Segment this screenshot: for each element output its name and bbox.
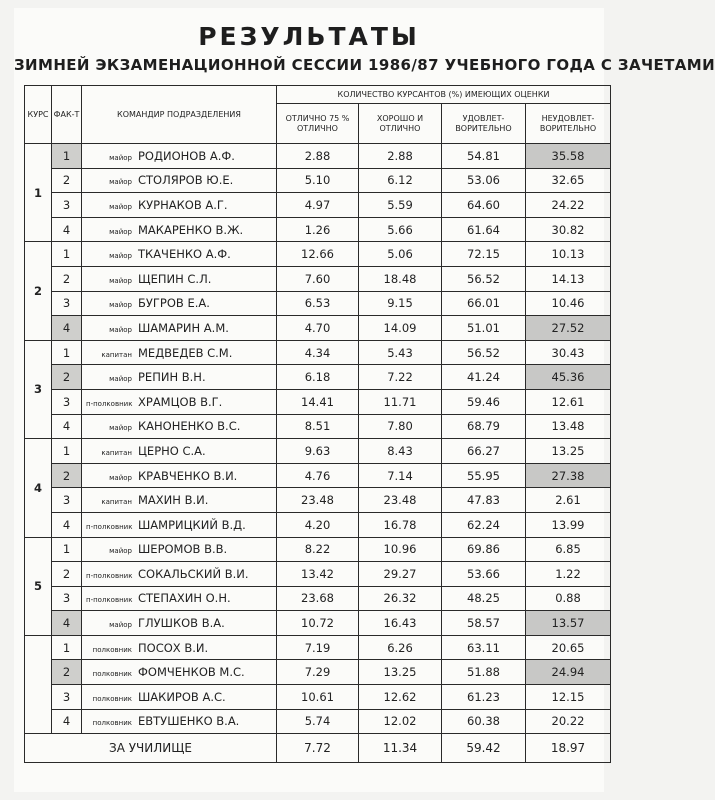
commander-cell: [82, 144, 277, 169]
results-sheet: [14, 8, 715, 792]
commander-cell: [82, 340, 277, 365]
commander-cell: [82, 193, 277, 218]
table-row: [25, 217, 611, 242]
value-unsatisfactory: 12.61: [526, 389, 611, 414]
value-excellent: 4.70: [277, 316, 359, 341]
value-good: 7.80: [359, 414, 442, 439]
total-unsatisfactory: 18.97: [526, 734, 611, 763]
table-row: [25, 439, 611, 464]
commander-name: КУРНАКОВ А.Г.: [138, 197, 228, 212]
value-unsatisfactory: 13.99: [526, 512, 611, 537]
commander-rank: майор: [109, 227, 132, 236]
faculty-number: 3: [52, 389, 82, 414]
commander-cell: [82, 562, 277, 587]
table-row: [25, 660, 611, 685]
commander-name: ШАМРИЦКИЙ В.Д.: [138, 517, 246, 532]
faculty-number: 1: [52, 242, 82, 267]
faculty-number: 3: [52, 291, 82, 316]
value-excellent: 5.74: [277, 709, 359, 734]
commander-cell: [82, 316, 277, 341]
table-row: [25, 488, 611, 513]
faculty-number: 3: [52, 193, 82, 218]
value-satisfactory: 58.57: [442, 611, 526, 636]
value-excellent: 4.20: [277, 512, 359, 537]
value-good: 16.78: [359, 512, 442, 537]
faculty-number: 3: [52, 586, 82, 611]
value-satisfactory: 60.38: [442, 709, 526, 734]
value-satisfactory: 53.06: [442, 168, 526, 193]
value-good: 9.15: [359, 291, 442, 316]
value-unsatisfactory: 12.15: [526, 685, 611, 710]
commander-cell: [82, 685, 277, 710]
commander-rank: п-полковник: [86, 596, 133, 605]
value-good: 23.48: [359, 488, 442, 513]
commander-rank: полковник: [92, 645, 132, 654]
value-satisfactory: 53.66: [442, 562, 526, 587]
commander-rank: капитан: [101, 498, 132, 507]
value-satisfactory: 61.23: [442, 685, 526, 710]
commander-name: КРАВЧЕНКО В.И.: [138, 468, 238, 483]
commander-rank: полковник: [92, 670, 132, 679]
commander-name: РЕПИН В.Н.: [138, 370, 206, 385]
course-number: 3: [25, 340, 52, 438]
total-satisfactory: 59.42: [442, 734, 526, 763]
value-excellent: 4.97: [277, 193, 359, 218]
faculty-number: 4: [52, 316, 82, 341]
commander-rank: майор: [109, 153, 132, 162]
faculty-number: 1: [52, 144, 82, 169]
table-row: [25, 512, 611, 537]
value-excellent: 9.63: [277, 439, 359, 464]
table-row: [25, 266, 611, 291]
commander-cell: [82, 709, 277, 734]
table-row: [25, 562, 611, 587]
commander-name: ЕВТУШЕНКО В.А.: [138, 714, 240, 729]
total-good: 11.34: [359, 734, 442, 763]
table-row: [25, 316, 611, 341]
table-row: [25, 537, 611, 562]
value-good: 5.66: [359, 217, 442, 242]
value-unsatisfactory: 45.36: [526, 365, 611, 390]
commander-cell: [82, 365, 277, 390]
table-row: [25, 389, 611, 414]
value-satisfactory: 56.52: [442, 340, 526, 365]
faculty-number: 2: [52, 168, 82, 193]
value-good: 6.12: [359, 168, 442, 193]
commander-cell: [82, 660, 277, 685]
commander-rank: капитан: [101, 350, 132, 359]
value-excellent: 6.53: [277, 291, 359, 316]
value-good: 18.48: [359, 266, 442, 291]
value-satisfactory: 59.46: [442, 389, 526, 414]
value-unsatisfactory: 30.43: [526, 340, 611, 365]
value-good: 11.71: [359, 389, 442, 414]
value-excellent: 5.10: [277, 168, 359, 193]
commander-cell: [82, 611, 277, 636]
commander-rank: майор: [109, 621, 132, 630]
value-satisfactory: 72.15: [442, 242, 526, 267]
commander-name: СТЕПАХИН О.Н.: [138, 591, 231, 606]
value-excellent: 13.42: [277, 562, 359, 587]
value-satisfactory: 68.79: [442, 414, 526, 439]
commander-rank: п-полковник: [86, 571, 133, 580]
value-excellent: 10.72: [277, 611, 359, 636]
commander-name: ХРАМЦОВ В.Г.: [138, 394, 223, 409]
header-group: КОЛИЧЕСТВО КУРСАНТОВ (%) ИМЕЮЩИХ ОЦЕНКИ: [277, 86, 611, 104]
header-faculty: ФАК-Т: [52, 86, 82, 144]
value-good: 16.43: [359, 611, 442, 636]
course-number: 1: [25, 144, 52, 242]
value-unsatisfactory: 24.22: [526, 193, 611, 218]
value-excellent: 14.41: [277, 389, 359, 414]
value-excellent: 8.51: [277, 414, 359, 439]
value-excellent: 4.76: [277, 463, 359, 488]
value-unsatisfactory: 1.22: [526, 562, 611, 587]
commander-name: МЕДВЕДЕВ С.М.: [138, 345, 233, 360]
value-unsatisfactory: 20.22: [526, 709, 611, 734]
header-commander: КОМАНДИР ПОДРАЗДЕЛЕНИЯ: [82, 86, 277, 144]
value-satisfactory: 51.01: [442, 316, 526, 341]
value-excellent: 7.29: [277, 660, 359, 685]
value-good: 14.09: [359, 316, 442, 341]
commander-rank: майор: [109, 202, 132, 211]
value-unsatisfactory: 30.82: [526, 217, 611, 242]
value-good: 8.43: [359, 439, 442, 464]
value-good: 7.22: [359, 365, 442, 390]
value-unsatisfactory: 10.46: [526, 291, 611, 316]
commander-rank: майор: [109, 473, 132, 482]
commander-name: РОДИОНОВ А.Ф.: [138, 148, 235, 163]
value-unsatisfactory: 24.94: [526, 660, 611, 685]
value-satisfactory: 63.11: [442, 635, 526, 660]
faculty-number: 2: [52, 266, 82, 291]
value-good: 7.14: [359, 463, 442, 488]
commander-rank: п-полковник: [86, 399, 133, 408]
faculty-number: 3: [52, 488, 82, 513]
faculty-number: 4: [52, 414, 82, 439]
faculty-number: 4: [52, 611, 82, 636]
commander-cell: [82, 389, 277, 414]
commander-rank: майор: [109, 547, 132, 556]
value-unsatisfactory: 13.25: [526, 439, 611, 464]
value-satisfactory: 61.64: [442, 217, 526, 242]
header-satisfactory: УДОВЛЕТ- ВОРИТЕЛЬНО: [442, 104, 526, 144]
table-row: [25, 144, 611, 169]
commander-name: ГЛУШКОВ В.А.: [138, 616, 225, 631]
commander-rank: майор: [109, 424, 132, 433]
value-unsatisfactory: 13.48: [526, 414, 611, 439]
commander-rank: полковник: [92, 719, 132, 728]
value-good: 5.43: [359, 340, 442, 365]
value-satisfactory: 48.25: [442, 586, 526, 611]
commander-cell: [82, 414, 277, 439]
commander-name: ШАМАРИН А.М.: [138, 320, 229, 335]
table-row: [25, 193, 611, 218]
commander-name: ПОСОХ В.И.: [138, 640, 209, 655]
faculty-number: 1: [52, 537, 82, 562]
faculty-number: 1: [52, 635, 82, 660]
value-satisfactory: 66.27: [442, 439, 526, 464]
value-satisfactory: 47.83: [442, 488, 526, 513]
faculty-number: 2: [52, 463, 82, 488]
value-excellent: 4.34: [277, 340, 359, 365]
table-row: [25, 685, 611, 710]
commander-cell: [82, 266, 277, 291]
value-satisfactory: 41.24: [442, 365, 526, 390]
commander-cell: [82, 488, 277, 513]
commander-name: ШАКИРОВ А.С.: [138, 689, 226, 704]
value-satisfactory: 54.81: [442, 144, 526, 169]
commander-rank: майор: [109, 301, 132, 310]
table-row: [25, 414, 611, 439]
value-good: 5.06: [359, 242, 442, 267]
faculty-number: 2: [52, 562, 82, 587]
page-subtitle: ЗИМНЕЙ ЭКЗАМЕНАЦИОННОЙ СЕССИИ 1986/87 УЧЕБНОГО ГОДА С ЗАЧЕТАМИ: [14, 56, 715, 74]
value-unsatisfactory: 14.13: [526, 266, 611, 291]
faculty-number: 3: [52, 685, 82, 710]
table-row: [25, 463, 611, 488]
commander-rank: майор: [109, 276, 132, 285]
value-excellent: 2.88: [277, 144, 359, 169]
commander-cell: [82, 242, 277, 267]
value-unsatisfactory: 6.85: [526, 537, 611, 562]
commander-name: СОКАЛЬСКИЙ В.И.: [138, 566, 249, 581]
commander-rank: майор: [109, 375, 132, 384]
commander-name: ФОМЧЕНКОВ М.С.: [138, 665, 245, 680]
course-number: 5: [25, 537, 52, 635]
value-good: 2.88: [359, 144, 442, 169]
value-excellent: 6.18: [277, 365, 359, 390]
commander-cell: [82, 586, 277, 611]
table-row: [25, 365, 611, 390]
value-unsatisfactory: 13.57: [526, 611, 611, 636]
value-unsatisfactory: 35.58: [526, 144, 611, 169]
value-good: 26.32: [359, 586, 442, 611]
total-row: [25, 734, 611, 763]
commander-rank: майор: [109, 178, 132, 187]
commander-name: СТОЛЯРОВ Ю.Е.: [138, 173, 234, 188]
commander-name: КАНОНЕНКО В.С.: [138, 419, 241, 434]
course-number: 2: [25, 242, 52, 340]
value-unsatisfactory: 20.65: [526, 635, 611, 660]
value-unsatisfactory: 32.65: [526, 168, 611, 193]
value-excellent: 12.66: [277, 242, 359, 267]
value-satisfactory: 66.01: [442, 291, 526, 316]
commander-name: ЩЕПИН С.Л.: [138, 271, 212, 286]
table-row: [25, 586, 611, 611]
header-course: КУРС: [25, 86, 52, 144]
faculty-number: 2: [52, 660, 82, 685]
header-excellent: ОТЛИЧНО 75 % ОТЛИЧНО: [277, 104, 359, 144]
value-good: 6.26: [359, 635, 442, 660]
value-excellent: 23.68: [277, 586, 359, 611]
faculty-number: 1: [52, 439, 82, 464]
value-unsatisfactory: 27.38: [526, 463, 611, 488]
faculty-number: 1: [52, 340, 82, 365]
value-good: 12.02: [359, 709, 442, 734]
commander-rank: майор: [109, 325, 132, 334]
commander-name: МАХИН В.И.: [138, 493, 209, 508]
table-row: [25, 340, 611, 365]
commander-rank: полковник: [92, 694, 132, 703]
faculty-number: 2: [52, 365, 82, 390]
value-excellent: 8.22: [277, 537, 359, 562]
commander-cell: [82, 463, 277, 488]
total-excellent: 7.72: [277, 734, 359, 763]
commander-rank: капитан: [101, 448, 132, 457]
header-unsatisfactory: НЕУДОВЛЕТ- ВОРИТЕЛЬНО: [526, 104, 611, 144]
value-excellent: 1.26: [277, 217, 359, 242]
value-excellent: 7.19: [277, 635, 359, 660]
value-good: 13.25: [359, 660, 442, 685]
value-unsatisfactory: 2.61: [526, 488, 611, 513]
faculty-number: 4: [52, 217, 82, 242]
table-row: [25, 242, 611, 267]
commander-cell: [82, 512, 277, 537]
commander-cell: [82, 168, 277, 193]
course-number: [25, 635, 52, 733]
commander-rank: майор: [109, 252, 132, 261]
page-title: РЕЗУЛЬТАТЫ: [198, 22, 420, 51]
value-satisfactory: 56.52: [442, 266, 526, 291]
commander-cell: [82, 291, 277, 316]
course-number: 4: [25, 439, 52, 537]
commander-name: БУГРОВ Е.А.: [138, 296, 210, 311]
value-good: 29.27: [359, 562, 442, 587]
commander-cell: [82, 635, 277, 660]
value-satisfactory: 64.60: [442, 193, 526, 218]
value-satisfactory: 51.88: [442, 660, 526, 685]
table-row: [25, 635, 611, 660]
commander-cell: [82, 439, 277, 464]
results-body: [25, 144, 611, 763]
commander-name: ЦЕРНО С.А.: [138, 443, 206, 458]
value-excellent: 23.48: [277, 488, 359, 513]
total-label: ЗА УЧИЛИЩЕ: [25, 734, 277, 763]
value-good: 10.96: [359, 537, 442, 562]
table-row: [25, 291, 611, 316]
commander-rank: п-полковник: [86, 522, 133, 531]
value-satisfactory: 69.86: [442, 537, 526, 562]
commander-name: ТКАЧЕНКО А.Ф.: [138, 247, 231, 262]
value-satisfactory: 55.95: [442, 463, 526, 488]
faculty-number: 4: [52, 512, 82, 537]
commander-cell: [82, 537, 277, 562]
commander-name: МАКАРЕНКО В.Ж.: [138, 222, 244, 237]
value-unsatisfactory: 10.13: [526, 242, 611, 267]
table-row: [25, 709, 611, 734]
faculty-number: 4: [52, 709, 82, 734]
value-good: 5.59: [359, 193, 442, 218]
header-good: ХОРОШО И ОТЛИЧНО: [359, 104, 442, 144]
value-unsatisfactory: 27.52: [526, 316, 611, 341]
results-table: [24, 85, 611, 763]
table-row: [25, 168, 611, 193]
value-excellent: 7.60: [277, 266, 359, 291]
value-good: 12.62: [359, 685, 442, 710]
table-row: [25, 611, 611, 636]
value-unsatisfactory: 0.88: [526, 586, 611, 611]
commander-cell: [82, 217, 277, 242]
value-satisfactory: 62.24: [442, 512, 526, 537]
commander-name: ШЕРОМОВ В.В.: [138, 542, 228, 557]
value-excellent: 10.61: [277, 685, 359, 710]
